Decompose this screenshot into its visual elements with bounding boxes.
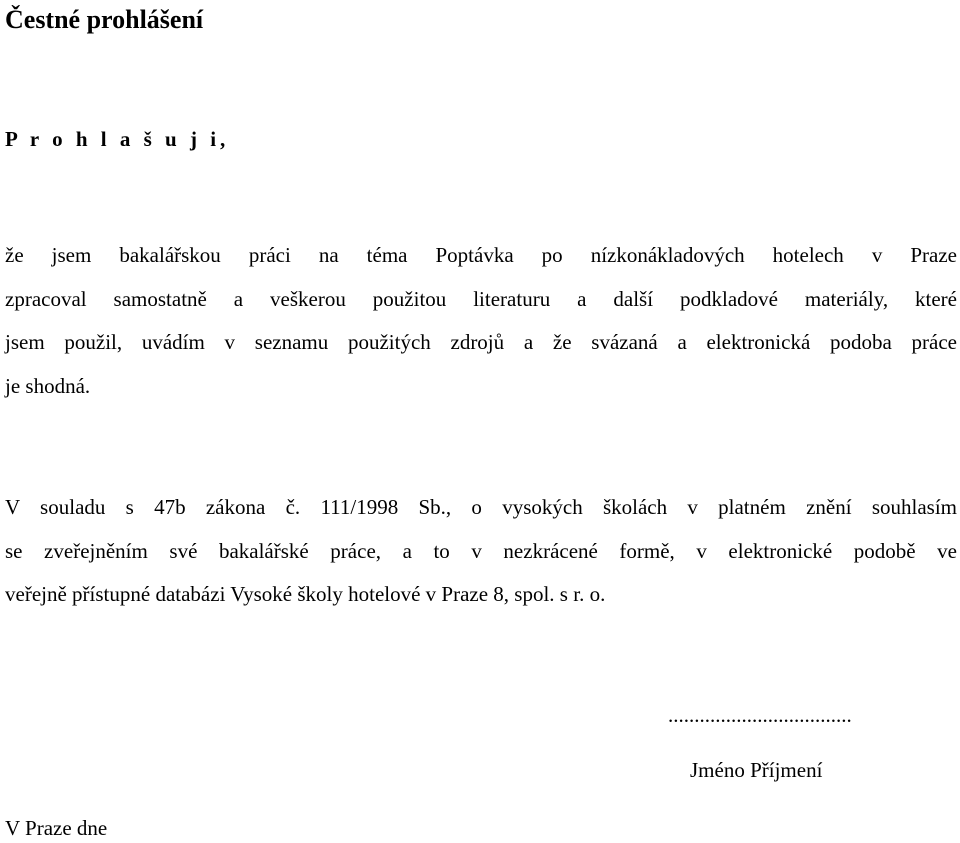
consent-paragraph (5, 486, 957, 617)
paragraph-line: zpracoval samostatně a veškerou použitou literaturu a další podkladové materiály, které (5, 286, 957, 311)
signature-line: ................................... (668, 703, 852, 727)
paragraph-line: se zveřejněním své bakalářské práce, a to v nezkrácené formě, v elektronické podobě ve (5, 538, 957, 563)
paragraph-line: veřejně přístupné databázi Vysoké školy hotelové v Praze 8, spol. s r. o. (5, 582, 606, 606)
declaration-paragraph (5, 234, 957, 408)
paragraph-line: V souladu s 47b zákona č. 111/1998 Sb., o vysokých školách v platném znění souhlasím (5, 495, 957, 519)
declaration-heading: P r o h l a š u j i, (5, 127, 230, 151)
place-date: V Praze dne (5, 816, 108, 840)
paragraph-line: jsem použil, uvádím v seznamu použitých zdrojů a že svázaná a elektronická podoba práce (5, 330, 957, 354)
paragraph-line: je shodná. (5, 373, 91, 398)
paragraph-line: že jsem bakalářskou práci na téma Poptávka po nízkonákladových hotelech v Praze (5, 243, 957, 267)
document-title: Čestné prohlášení (5, 5, 204, 34)
signer-name: Jméno Příjmení (690, 758, 823, 782)
